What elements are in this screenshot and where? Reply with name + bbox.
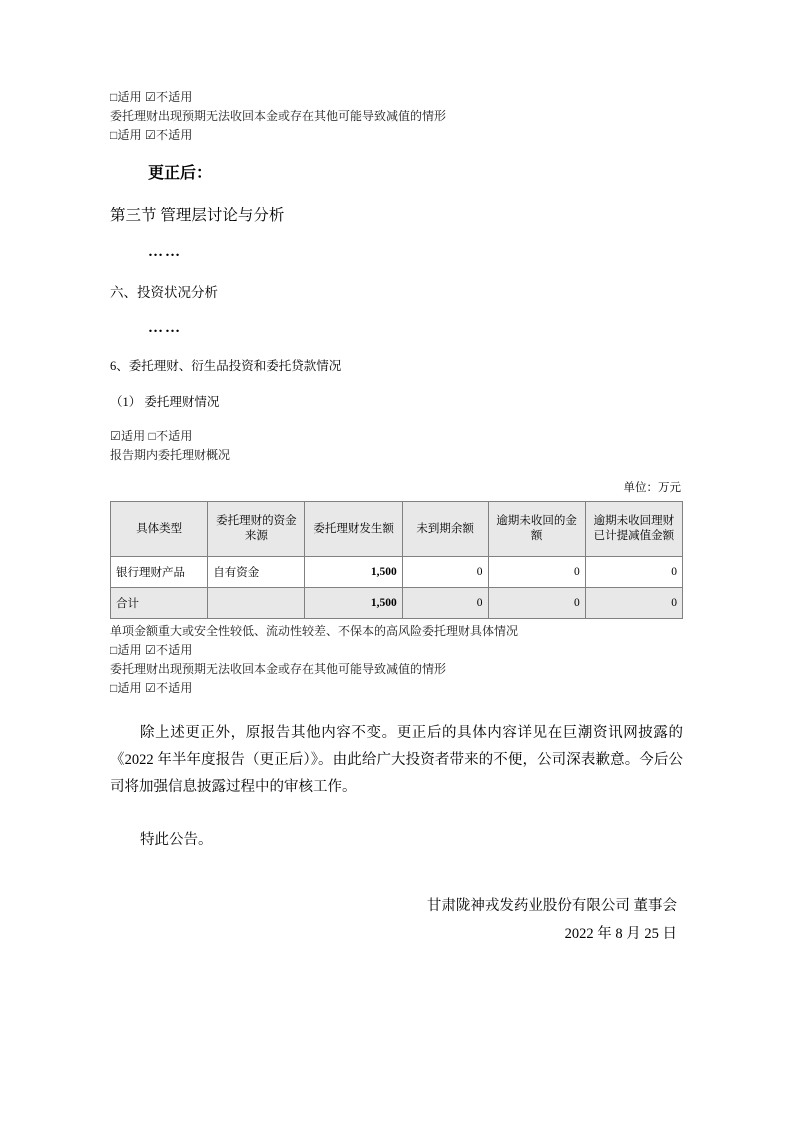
cell-total-impairment: 0 <box>585 588 682 619</box>
col-header-amount: 委托理财发生额 <box>305 502 402 557</box>
signature-date: 2022 年 8 月 25 日 <box>564 926 677 942</box>
cell-source: 自有资金 <box>208 557 305 588</box>
col-header-impairment: 逾期未收回理财已计提减值金额 <box>585 502 682 557</box>
top-check-line-2: □适用 ☑不适用 <box>110 128 193 142</box>
notice-line: 特此公告。 <box>140 832 213 848</box>
col-header-overdue: 逾期未收回的金额 <box>488 502 585 557</box>
bottom-check-line-1: □适用 ☑不适用 <box>110 643 193 657</box>
unit-label: 单位：万元 <box>623 482 681 494</box>
table-row <box>111 557 683 588</box>
top-check-line-1: □适用 ☑不适用 <box>110 90 193 104</box>
applicable-check-line: ☑适用 □不适用 <box>110 429 193 443</box>
cell-total-outstanding: 0 <box>402 588 488 619</box>
cell-type: 银行理财产品 <box>111 557 208 588</box>
closing-paragraph: 除上述更正外，原报告其他内容不变。更正后的具体内容详见在巨潮资讯网披露的《2022 年半年度报告（更正后）》。由此给广大投资者带来的不便，公司深表歉意。今后公司将加强信息披露过程中的审核工作。 <box>110 725 683 795</box>
item-title: 6、委托理财、衍生品投资和委托贷款情况 <box>110 359 342 373</box>
entrusted-wealth-table <box>110 501 683 619</box>
cell-amount: 1,500 <box>305 557 402 588</box>
cell-total-overdue: 0 <box>488 588 585 619</box>
top-description-1: 委托理财出现预期无法收回本金或存在其他可能导致减值的情形 <box>110 109 447 123</box>
cell-outstanding: 0 <box>402 557 488 588</box>
ellipsis-1: …… <box>148 244 182 260</box>
table-header-row <box>111 502 683 557</box>
table-total-row <box>111 588 683 619</box>
sub-item-title: （1） 委托理财情况 <box>110 395 220 409</box>
cell-total-label: 合计 <box>111 588 208 619</box>
overview-line: 报告期内委托理财概况 <box>110 448 231 462</box>
company-signature: 甘肃陇神戎发药业股份有限公司 董事会 <box>426 898 677 914</box>
section-title: 第三节 管理层讨论与分析 <box>110 207 285 224</box>
cell-total-amount: 1,500 <box>305 588 402 619</box>
bottom-note-1: 单项金额重大或安全性较低、流动性较差、不保本的高风险委托理财具体情况 <box>110 624 519 638</box>
bottom-check-line-2: □适用 ☑不适用 <box>110 681 193 695</box>
ellipsis-2: …… <box>148 320 182 336</box>
cell-overdue: 0 <box>488 557 585 588</box>
entrusted-wealth-table-wrapper <box>110 501 683 619</box>
bottom-note-2: 委托理财出现预期无法收回本金或存在其他可能导致减值的情形 <box>110 662 447 676</box>
cell-total-source <box>208 588 305 619</box>
subsection-title: 六、投资状况分析 <box>110 285 218 300</box>
col-header-type: 具体类型 <box>111 502 208 557</box>
col-header-outstanding: 未到期余额 <box>402 502 488 557</box>
corrected-heading: 更正后： <box>148 165 213 182</box>
col-header-source: 委托理财的资金来源 <box>208 502 305 557</box>
cell-impairment: 0 <box>585 557 682 588</box>
